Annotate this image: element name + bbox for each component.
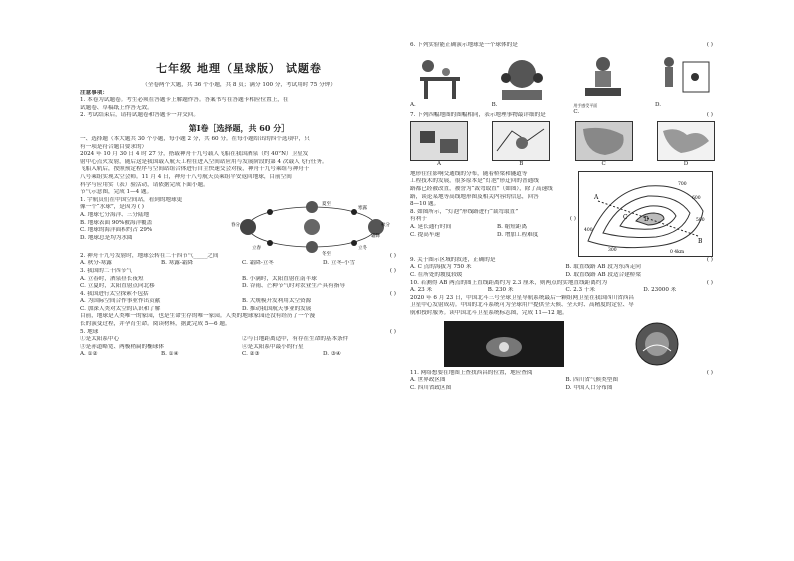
q7-maps: [410, 121, 715, 169]
q4-stem: 4. 我国进行太空探索不包括 ( ): [80, 290, 396, 297]
q7-map-d[interactable]: D: [657, 121, 715, 169]
q7-map-a[interactable]: A: [410, 121, 468, 169]
map-point: A: [594, 193, 599, 201]
orbit-label: 立冬: [358, 245, 367, 251]
q4-option-a[interactable]: A. 为国际空间合作事业作出贡献: [80, 298, 161, 305]
q11-option-a[interactable]: A. 世界政区图: [410, 377, 446, 384]
q9-option-c[interactable]: C. 在所处的坡度较缓: [410, 271, 463, 278]
q8-options-row2: [410, 232, 578, 240]
contour-label: 600: [692, 195, 701, 201]
q5-item: ④是太阳系中最小的行星: [242, 343, 304, 350]
q9-option-d[interactable]: D. 取直线路 AB 段适合建桥梁: [565, 271, 641, 278]
q7-map-b[interactable]: B: [492, 121, 550, 169]
q11-options-row1: [410, 377, 715, 385]
q9-option-a[interactable]: A. C 点的海拔为 750 米: [410, 264, 472, 271]
q4-option-d[interactable]: D. 推动我国航天事业的发展: [242, 305, 312, 312]
q4-options-row2: [80, 306, 398, 314]
q3-option-b[interactable]: B. 小满时，太阳直射在南半球: [242, 275, 317, 282]
map-point: D: [644, 215, 649, 223]
passage-line: 目前，地球是人类唯一的家园，也是生命生存的唯一家园。人类的地球家园还没有经历了一个漫: [80, 313, 315, 320]
q11-options-row2: [410, 385, 715, 393]
passage-line: 路都已经被改直，被誉为“裁弯取直”（如图），除了高速线: [410, 185, 553, 192]
q5-items-row1: [80, 336, 398, 344]
q5-items-row2: [80, 344, 398, 352]
q5-option-b[interactable]: B. ①④: [161, 351, 179, 358]
q5-item: ③是赤道略宽、两极稍扁的椭球体: [80, 343, 164, 350]
passage-line: 路，谈论某地等高线地形图及相关内容的信息，回答: [410, 193, 539, 200]
orbit-label: 霜降: [371, 233, 380, 239]
section-heading: 第Ⅰ卷［选择题，共 60 分］: [188, 122, 290, 133]
q5-options: [80, 351, 398, 359]
q7-map-c[interactable]: C: [575, 121, 633, 169]
orbit-label: 春分: [231, 222, 240, 228]
contour-label: 300: [608, 247, 617, 253]
q9-options-row2: [410, 272, 715, 280]
q1-option-a[interactable]: A. 地球七分海洋、三分陆地: [80, 211, 150, 218]
q8-stem2: 有利于 ( ): [410, 216, 576, 223]
q2-option-c[interactable]: C. 霜降-立冬: [242, 260, 274, 267]
q2-option-a[interactable]: A. 秋分-寒露: [80, 260, 112, 267]
satellite-launch-photo: [444, 321, 564, 367]
beidou-images: [410, 321, 715, 367]
note-line: 试题卷、草稿纸上作答无效。: [80, 104, 153, 111]
q10-option-b[interactable]: B. 230 米: [487, 287, 514, 294]
passage-line: 卫星中心发射成功。中国的北斗系统可为全球用户提供全天候、全天时、高精度的定位、导: [410, 302, 634, 309]
beidou-logo: [633, 321, 681, 367]
q9-option-b[interactable]: B. 取直线路 AB 段为东西走向: [565, 264, 641, 271]
intro-line: 2024 年 10 月 30 日 4 时 27 分，搭载神舟十九号载人飞船在我国酒泉（约 40°N）卫星发: [80, 151, 309, 158]
q8-stem: 8. 如图所示，“灯泡”形线路进行“裁弯取直”: [410, 208, 519, 215]
q8-option-d[interactable]: D. 增加工程难度: [497, 231, 539, 238]
q5-option-d[interactable]: D. ③④: [323, 351, 341, 358]
note-line: 2. 考试结束后，请将试题卷和答题卡一并交回。: [80, 112, 199, 119]
intro-line: 有一项是符合题目要求的）: [80, 143, 148, 150]
q3-option-a[interactable]: A. 立春时，酒泉昼长夜短: [80, 275, 144, 282]
q8-option-c[interactable]: C. 提高车速: [410, 231, 441, 238]
contour-label: 400: [584, 227, 593, 233]
orbit-label: 立春: [252, 245, 261, 251]
q10-option-a[interactable]: A. 23 米: [410, 287, 433, 294]
note-line: 1. 本卷为试题卷。考生必须在答题卡上解题作答。答案书写在答题卡相应位置上，在: [80, 97, 289, 104]
passage-line: 工程技术的发展，很多原本是“灯泡”形迂回的普通线: [410, 178, 539, 185]
earth-orbit-diagram: [230, 197, 395, 257]
intro-line: 飞船入轨后，按照预定程序与空间站组合体进行自主快速交会对接，神舟十九号乘组与神舟十: [80, 166, 310, 173]
map-scale: 0 4km: [670, 249, 685, 255]
q1-stem: 像一个“水球”，是因为 ( ): [80, 204, 144, 211]
passage-line: 长的演变过程，并孕育生命。阅读材料，据此完成 5—6 题。: [80, 321, 231, 328]
page-title: 七年级 地理（星球版） 试题卷: [156, 62, 322, 75]
orbit-label: 寒露: [358, 205, 367, 211]
q4-options-row1: [80, 298, 398, 306]
q1-stem: 1. 宇航员们在中国空间站，看到的地球更: [80, 196, 183, 203]
q5-item: ①是太阳系中心: [80, 336, 120, 343]
q6-image-d[interactable]: D.: [655, 52, 715, 110]
contour-label: 500: [696, 217, 705, 223]
contour-label: 700: [678, 181, 687, 187]
q10-option-c[interactable]: C. 2.3 千米: [565, 287, 595, 294]
q1-option-c[interactable]: C. 地球的海洋面积约占 29%: [80, 227, 153, 234]
q8-option-b[interactable]: B. 缩短距离: [497, 223, 528, 230]
q4-option-b[interactable]: B. 大规模开发利用太空资源: [242, 298, 312, 305]
q6-stem: 6. 下列实验能正确演示地球是一个球体的是 ( ): [410, 42, 713, 48]
orbit-label: 秋分: [381, 222, 390, 228]
q2-options: [80, 260, 398, 268]
q6-image-b[interactable]: B.: [492, 52, 552, 110]
q2-option-d[interactable]: D. 立冬-小雪: [323, 260, 356, 267]
q6-image-c[interactable]: 用手感受平面 C.: [573, 52, 633, 110]
q3-stem: 3. 我国的二十四节气 ( ): [80, 267, 396, 274]
q2-stem: 2. 神舟十九号发射时，地球公转在二十四节气_____之间 ( ): [80, 252, 396, 259]
q11-option-c[interactable]: C. 四川省政区图: [410, 384, 452, 391]
q9-stem: 9. 关于图示区域的叙述，正确的是 ( ): [410, 256, 713, 263]
right-column: [410, 42, 715, 392]
contour-map: [578, 171, 713, 257]
q4-option-c[interactable]: C. 加深人类对太空的认识和了解: [80, 305, 161, 312]
q1-option-d[interactable]: D. 地球总是均为水圆: [80, 234, 133, 241]
exam-subtitle: （全卷两个大题，共 36 个小题，共 8 页；满分 100 分，考试用时 75 分钟）: [142, 82, 336, 88]
map-point: B: [698, 237, 703, 245]
q10-stem: 10. 若测得 AB 两点的图上直线距离约为 2.3 厘米，则两点的实地直线距离约为 ( ): [410, 279, 713, 286]
q3-options-row2: [80, 283, 398, 291]
passage-line: 8—10 题。: [410, 201, 440, 208]
q8-options-row1: [410, 224, 578, 232]
q11-option-b[interactable]: B. 四川省气候类型图: [565, 377, 618, 384]
q6-c-caption: 用手感受平面: [573, 102, 598, 108]
intro-line: 科学与应用实（表）验活动，请依据完成下面小题。: [80, 181, 209, 188]
orbit-label: 夏至: [322, 201, 331, 207]
q7-stem: 7. 下列四幅地图的图幅相同，表示地理事物最详细的是 ( ): [410, 111, 713, 118]
q5-option-a[interactable]: A. ①②: [80, 351, 98, 358]
intro-line: 节气示意图，完成 1—4 题。: [80, 189, 153, 196]
q1-option-b[interactable]: B. 地球表面 90%被海洋覆盖: [80, 219, 153, 226]
passage-line: 2020 年 6 月 23 日，中国北斗三号全球卫星导航系统最后一颗组网卫星在我国四川省西昌: [410, 294, 634, 301]
q5-stem: 5. 地球 ( ): [80, 328, 396, 335]
q8-option-a[interactable]: A. 延长通行时间: [410, 223, 452, 230]
q2-option-b[interactable]: B. 寒露-霜降: [161, 260, 193, 267]
orbit-label: 冬至: [322, 251, 331, 257]
contour-block: [410, 171, 715, 257]
q10-option-d[interactable]: D. 23000 米: [643, 287, 677, 294]
q9-options-row1: [410, 264, 715, 272]
left-column: [80, 38, 398, 359]
intro-line: 八号乘组实现太空会师。11 月 4 日，神舟十八号航天员乘组平安返回地球，目前空间: [80, 173, 292, 180]
q3-option-c[interactable]: C. 立夏时，太阳直射点向北移: [80, 283, 155, 290]
q6-image-a[interactable]: A.: [410, 52, 470, 110]
q10-options: [410, 287, 715, 295]
intro-line: 一、选择题（本大题共 30 个小题，每小题 2 分，共 60 分。在每小题给出的四个选项中，只: [80, 135, 310, 142]
q3-option-d[interactable]: D. 谷雨、芒种节气时对农业生产具有指导: [242, 283, 345, 290]
passage-line: 地形往往影响交通线的分布，随着桥梁和隧道等: [410, 170, 528, 177]
passage-line: 航和授时服务。读中国北斗卫星系统标志图，完成 11—12 题。: [410, 309, 568, 316]
q11-stem: 11. 网络想要在地图上查找西昌的位置，地应查阅 ( ): [410, 369, 713, 376]
q5-item: ②与日地距离适中，有存在生命的基本条件: [242, 336, 349, 343]
q5-option-c[interactable]: C. ②③: [242, 351, 260, 358]
notes-title: 注意事项：: [80, 89, 108, 96]
q3-options-row1: [80, 276, 398, 284]
map-point: C: [623, 213, 628, 221]
q11-option-d[interactable]: D. 中国人口分布图: [565, 384, 613, 391]
intro-line: 射中心点火发射，随后这是我国载人航天工程在进入空间站应用与发展阶段的第 4 次载人飞行任务。: [80, 158, 328, 165]
